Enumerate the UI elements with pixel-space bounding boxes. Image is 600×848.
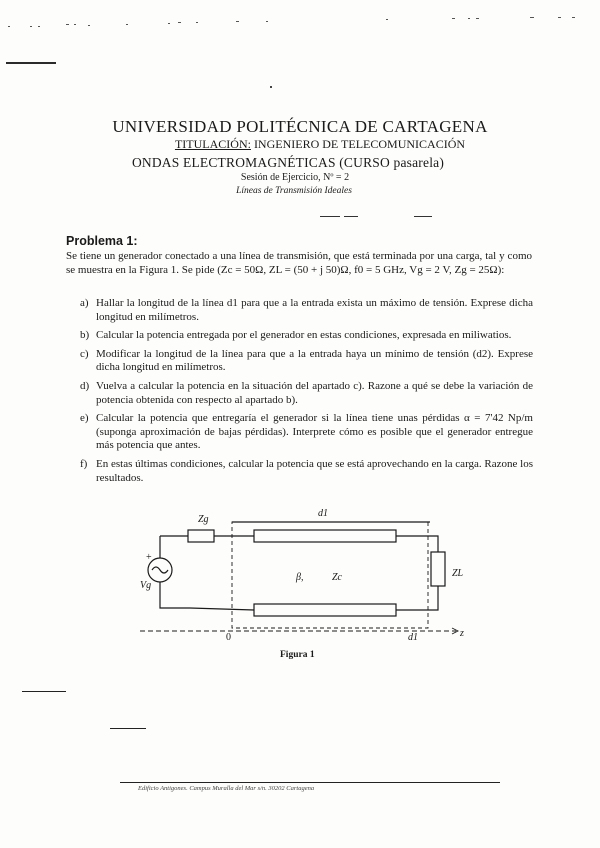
zc-label: Zc [332, 572, 342, 583]
course-title: ONDAS ELECTROMAGNÉTICAS (CURSO pasarela) [131, 155, 445, 170]
line-conductor-top [254, 530, 396, 542]
problem-item-b [80, 329, 533, 343]
footer-divider [120, 782, 500, 783]
problem-statement: Se tiene un generador conectado a una línea de transmisión, que está terminada por una carga, tal y como se muestra en la Figura 1. Se pide (Zc = 50Ω, ZL = (50 + j 50)Ω, f0 = 5 GHz, Vg = 2 V, Zg = 25Ω): [66, 250, 532, 276]
degree-label: TITULACIÓN: [174, 137, 251, 151]
zg-label: Zg [198, 514, 209, 525]
reference-box [232, 522, 428, 628]
line-conductor-bottom [254, 604, 396, 616]
divider-marks [320, 214, 440, 220]
footer-address: Edificio Antigones. Campus Muralla del Mar s/n. 30202 Cartagena [138, 785, 315, 792]
scan-artifacts [0, 0, 600, 100]
item-label: f) [80, 457, 88, 470]
page-marks [20, 686, 160, 736]
z-axis-label: z [460, 628, 464, 639]
item-label: e) [80, 412, 89, 425]
problem-items [80, 297, 533, 490]
university-name: UNIVERSIDAD POLITÉCNICA DE CARTAGENA [112, 117, 488, 136]
degree-line [20, 137, 600, 152]
d1-axis-label: d1 [408, 632, 418, 643]
degree-name: INGENIERO DE TELECOMUNICACIÓN [253, 137, 466, 151]
item-label: a) [80, 297, 89, 309]
d1-top-label: d1 [318, 508, 328, 519]
item-text: Calcular la potencia entregada por el generador en estas condiciones, expresada en miliwatios. [96, 329, 512, 342]
figure-caption: Figura 1 [280, 650, 315, 660]
problem-item-d [80, 380, 533, 407]
source-wire [160, 536, 190, 608]
session-number: Sesión de Ejercicio, Nº = 2 [240, 172, 350, 183]
load-wire [396, 536, 438, 610]
source-symbol [152, 567, 168, 573]
zl-label: ZL [452, 568, 464, 579]
load-impedance [431, 552, 445, 586]
problem-item-a [80, 297, 533, 324]
wire-bottom-left [190, 608, 254, 610]
item-label: d) [80, 379, 90, 392]
item-text: En estas últimas condiciones, calcular la potencia que se está aprovechando en la carga. Razone los resultados. [96, 457, 533, 484]
vg-label: Vg [140, 580, 152, 591]
problem-item-f [80, 458, 533, 485]
item-text: Modificar la longitud de la línea para que a la entrada haya un mínimo de tensión (d2). Exprese dicha longitud en milímetros. [96, 347, 533, 374]
origin-label: 0 [226, 632, 231, 643]
generator-impedance [188, 530, 214, 542]
item-label: c) [80, 347, 89, 360]
session-topic: Líneas de Transmisión Ideales [236, 186, 352, 196]
problem-item-c [80, 348, 533, 375]
beta-label: β, [296, 572, 304, 583]
item-text: Hallar la longitud de la línea d1 para que a la entrada exista un máximo de tensión. Exprese dicha longitud en milímetros. [96, 297, 533, 323]
item-text: Vuelva a calcular la potencia en la situación del apartado c). Razone a qué se debe la variación de potencia obtenida con respecto al apartado b). [96, 379, 533, 406]
item-text: Calcular la potencia que entregaría el generador si la línea tiene unas pérdidas α = 7'42 Np/m (suponga aproximación de bajas pérdidas). Interprete cómo es posible que el generador entregue más potencia que antes. [96, 412, 533, 452]
problem-item-e [80, 412, 533, 453]
problem-title: Problema 1: [66, 234, 138, 248]
circuit-diagram [140, 500, 480, 650]
plus-label: + [146, 552, 152, 563]
item-label: b) [80, 329, 90, 342]
